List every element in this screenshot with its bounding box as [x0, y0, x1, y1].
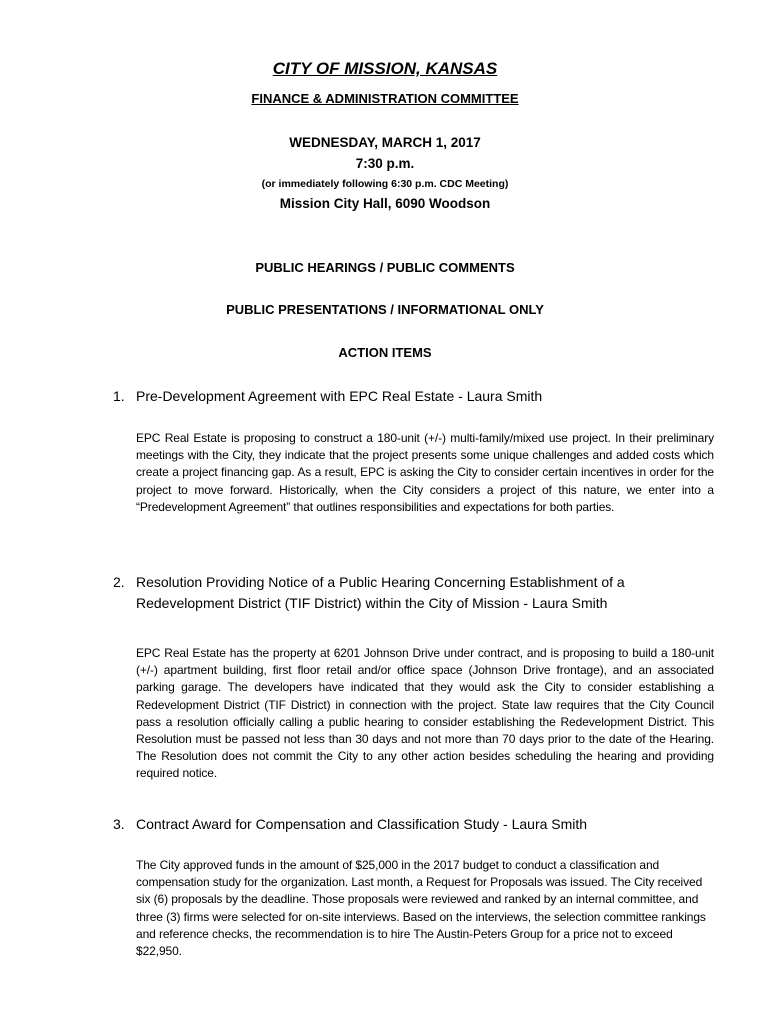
item-title: Contract Award for Compensation and Classification Study - Laura Smith: [136, 816, 588, 832]
meeting-date: WEDNESDAY, MARCH 1, 2017: [289, 135, 481, 150]
document-title: CITY OF MISSION, KANSAS: [272, 59, 498, 78]
meeting-location: Mission City Hall, 6090 Woodson: [279, 196, 491, 211]
item-description: EPC Real Estate has the property at 6201 Johnson Drive under contract, and is proposing to build a 180-unit (+/-) apartment building, first floor retail and/or office space (Johnson Drive frontage), and an associated parking garage. The developers have indicated that they would ask the City to consider establishing a Redevelopment District (TIF District) in connection with the project. State law requires that the City Council pass a resolution officially calling a public hearing to consider establishing the Redevelopment District. This Resolution must be passed not less than 30 days and not more than 70 days prior to the date of the Hearing. The Resolution does not commit the City to any other action besides scheduling the hearing and providing required notice.: [136, 646, 714, 781]
meeting-time: 7:30 p.m.: [355, 156, 415, 171]
item-description: The City approved funds in the amount of $25,000 in the 2017 budget to conduct a classification and compensation study for the organization. Last month, a Request for Proposals was issued. The City received six (6) proposals by the deadline. Those proposals were reviewed and ranked by an internal committee, and three (3) firms were selected for on-site interviews. Based on the interviews, the selection committee rankings and reference checks, the recommendation is to hire The Austin-Peters Group for a price not to exceed $22,950.: [136, 858, 706, 959]
section-public-presentations: PUBLIC PRESENTATIONS / INFORMATIONAL ONLY: [226, 302, 544, 317]
meeting-time-note: (or immediately following 6:30 p.m. CDC Meeting): [261, 178, 509, 190]
section-action-items: ACTION ITEMS: [338, 345, 432, 360]
section-public-hearings: PUBLIC HEARINGS / PUBLIC COMMENTS: [255, 260, 515, 275]
item-number: 2.: [113, 574, 125, 590]
item-number: 3.: [113, 816, 125, 832]
committee-name: FINANCE & ADMINISTRATION COMMITTEE: [251, 91, 519, 106]
item-title: Resolution Providing Notice of a Public Hearing Concerning Establishment of a Redevelopment District (TIF District) within the City of Mission - Laura Smith: [136, 574, 625, 611]
item-description: EPC Real Estate is proposing to construct a 180-unit (+/-) multi-family/mixed use project. In their preliminary meetings with the City, they indicate that the project presents some unique challenges and added costs which create a project financing gap. As a result, EPC is asking the City to consider certain incentives in order for the project to move forward. Historically, when the City considers a project of this nature, we enter into a “Predevelopment Agreement” that outlines responsibilities and expectations for both parties.: [136, 431, 714, 514]
item-title: Pre-Development Agreement with EPC Real Estate - Laura Smith: [136, 388, 543, 404]
item-number: 1.: [113, 388, 125, 404]
